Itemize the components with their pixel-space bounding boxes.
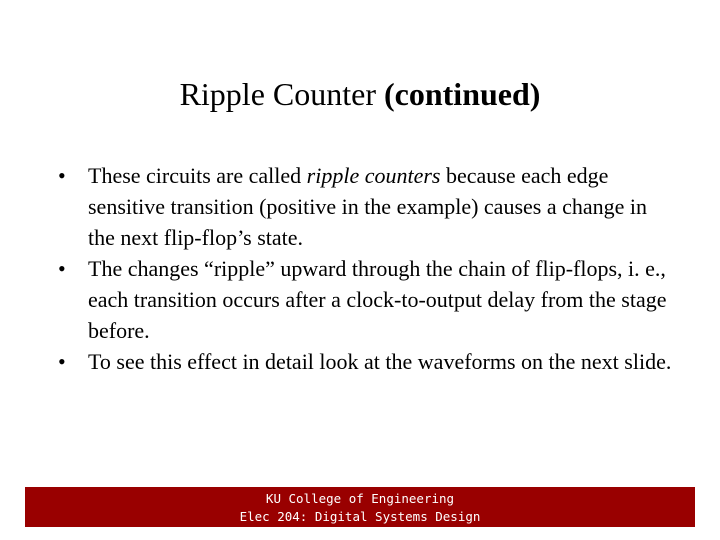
- bullet-text: The changes “ripple” upward through the chain of flip-flops, i. e., each transition occurs after a clock-to-output delay from the stage before.: [88, 256, 667, 343]
- footer-college: KU College of Engineering: [265, 491, 455, 506]
- bullet-list: [58, 160, 678, 377]
- slide-title: [0, 74, 720, 114]
- bullet-text-part: These circuits are called: [88, 163, 307, 188]
- footer-banner: [25, 487, 695, 527]
- bullet-marker: •: [58, 256, 66, 281]
- bullet-item: [58, 160, 678, 253]
- bullet-text-italic: ripple counters: [306, 163, 441, 188]
- slide-title-bold: (continued): [383, 76, 541, 112]
- bullet-marker: •: [58, 349, 66, 374]
- bullet-item: [58, 253, 678, 346]
- bullet-text: To see this effect in detail look at the waveforms on the next slide.: [88, 349, 672, 374]
- bullet-item: [58, 346, 678, 377]
- bullet-text-part: because each edge sensitive transition (positive in the example) causes a change in the next flip-flop’s state.: [88, 163, 648, 250]
- bullet-marker: •: [58, 163, 66, 188]
- slide-title-main: Ripple Counter: [179, 76, 384, 112]
- footer-course: Elec 204: Digital Systems Design: [239, 509, 481, 524]
